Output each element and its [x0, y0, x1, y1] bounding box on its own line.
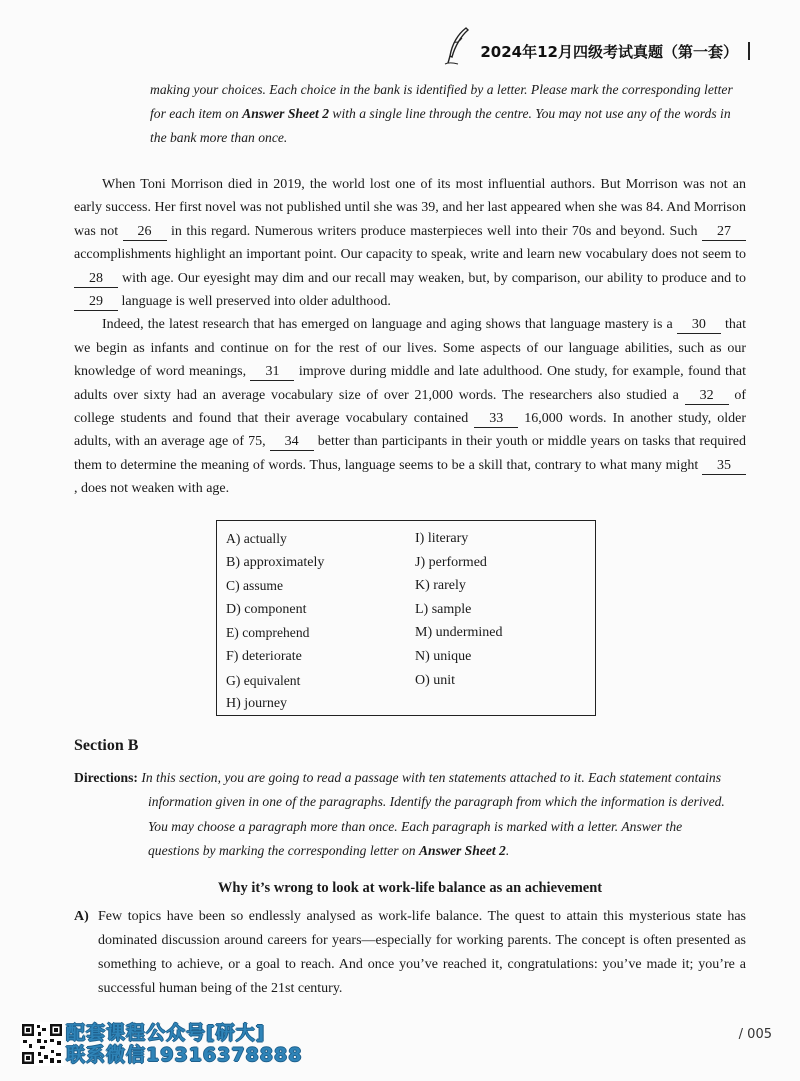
word-bank-left-column — [226, 527, 324, 716]
directions-line-2: information given in one of the paragraphs. Identify the paragraph from which the information is derived. — [148, 794, 725, 810]
word-bank-item: C) assume — [226, 578, 284, 594]
blank-32: 32 — [685, 388, 729, 405]
word-bank-item: N) unique — [415, 648, 472, 664]
directions-text: . — [505, 842, 510, 858]
paragraph-text: Few topics have been so endlessly analysed as work-life balance. The quest to attain this mysterious state has dominated discussion around careers for years—especially for working parents. The concept is often presented as something to achieve, or a goal to reach. And once you’ve reached it, congratulations: you’ve made it; you’re a successful human being of the 21st century. — [98, 909, 746, 996]
word-bank-item: D) component — [226, 601, 307, 617]
passage-text: 16,000 words. In another study, older adults, with an average age of 75, — [74, 411, 746, 450]
directions-line-2a: for each item on — [150, 106, 243, 121]
directions-line-4 — [74, 839, 746, 863]
promo-banner — [66, 1022, 302, 1066]
passage-paragraph-2 — [74, 313, 746, 500]
word-bank-item: B) approximately — [226, 554, 325, 570]
directions-line-2b: with a single line through the centre. You may not use any of the words in — [329, 106, 731, 121]
answer-sheet-label: Answer Sheet 2 — [242, 106, 329, 121]
word-bank-item: F) deteriorate — [226, 648, 302, 664]
section-b-directions — [74, 766, 746, 863]
passage-text: language is well preserved into older adulthood. — [118, 294, 391, 310]
directions-line-3: the bank more than once. — [150, 130, 288, 145]
blank-35: 35 — [702, 458, 746, 475]
blank-33: 33 — [474, 411, 518, 428]
page-number: / 005 — [738, 1027, 772, 1042]
blank-31: 31 — [250, 364, 294, 381]
blank-34: 34 — [270, 434, 314, 451]
passage-text: accomplishments highlight an important point. Our capacity to speak, write and learn new vocabulary does not seem to — [74, 247, 746, 263]
answer-sheet-label: Answer Sheet 2 — [418, 842, 506, 858]
promo-line-2: 联系微信19316378888 — [66, 1044, 303, 1066]
header-title: 2024年12月四级考试真题（第一套） — [480, 42, 738, 61]
qr-code-icon — [20, 1022, 64, 1066]
paragraph-a — [74, 905, 746, 1001]
quill-pen-icon — [442, 26, 472, 66]
word-bank-item: H) journey — [226, 696, 288, 712]
word-bank-item: E) comprehend — [226, 625, 310, 641]
directions-continued — [150, 78, 745, 150]
passage-text: with age. Our eyesight may dim and our recall may weaken, but, by comparison, our ability to produce and to — [118, 270, 746, 286]
word-bank-item: G) equivalent — [226, 672, 301, 688]
word-bank — [216, 520, 596, 716]
word-bank-item: I) literary — [415, 531, 469, 546]
word-bank-item: J) performed — [415, 554, 487, 570]
directions-text: questions by marking the corresponding letter on — [148, 842, 419, 858]
blank-29: 29 — [74, 294, 118, 311]
word-bank-item: M) undermined — [415, 625, 503, 641]
passage-text: improve during middle and late adulthood. One study, for example, found that adults over sixty had an average vocabulary size of over 21,000 words. The researchers also studied a — [74, 364, 746, 403]
passage-text: better than participants in their youth or middle years on tasks that required them to determine the meaning of words. Thus, language seems to be a skill that, contrary to what many might — [74, 434, 747, 473]
article-title: Why it’s wrong to look at work-life balance as an achievement — [217, 880, 603, 896]
passage-text: , does not weaken with age. — [74, 481, 230, 497]
page-header — [442, 26, 750, 66]
word-bank-item: K) rarely — [415, 578, 466, 594]
word-bank-item: A) actually — [226, 531, 287, 546]
word-bank-right-column — [415, 527, 502, 692]
directions-label: Directions: — [74, 770, 138, 785]
word-bank-item: L) sample — [415, 601, 472, 617]
blank-28: 28 — [74, 271, 118, 288]
passage-text: in this regard. Numerous writers produce masterpieces well into their 70s and beyond. Such — [166, 223, 702, 239]
passage-text: When Toni Morrison died in 2019, the world lost one of its most influential authors. But Morrison was not an early success. Her first novel was not published until she was 39, and her last appeared when she was 84. And Morrison was not — [74, 177, 746, 239]
section-b-heading: Section B — [74, 737, 139, 754]
promo-line-1: 配套课程公众号[研大] — [66, 1022, 266, 1044]
paragraph-letter: A) — [74, 909, 89, 924]
directions-line-1: making your choices. Each choice in the bank is identified by a letter. Please mark the corresponding letter — [150, 82, 733, 97]
header-divider — [748, 42, 750, 60]
blank-30: 30 — [677, 317, 721, 334]
cloze-passage — [74, 173, 746, 501]
passage-paragraph-1 — [74, 173, 746, 313]
word-bank-item: O) unit — [415, 672, 456, 688]
blank-26: 26 — [123, 224, 167, 241]
directions-line-1: In this section, you are going to read a passage with ten statements attached to it. Each statement contains — [137, 770, 722, 785]
passage-text: that we begin as infants and continue on for the rest of our lives. Some aspects of our language abilities, such as our knowledge of word meanings, — [74, 317, 746, 380]
directions-line-3: You may choose a paragraph more than once. Each paragraph is marked with a letter. Answer the — [148, 818, 683, 834]
passage-text: Indeed, the latest research that has emerged on language and aging shows that language mastery is a — [102, 317, 677, 333]
blank-27: 27 — [702, 224, 746, 241]
passage-text: of college students and found that their average vocabulary contained — [74, 387, 746, 427]
